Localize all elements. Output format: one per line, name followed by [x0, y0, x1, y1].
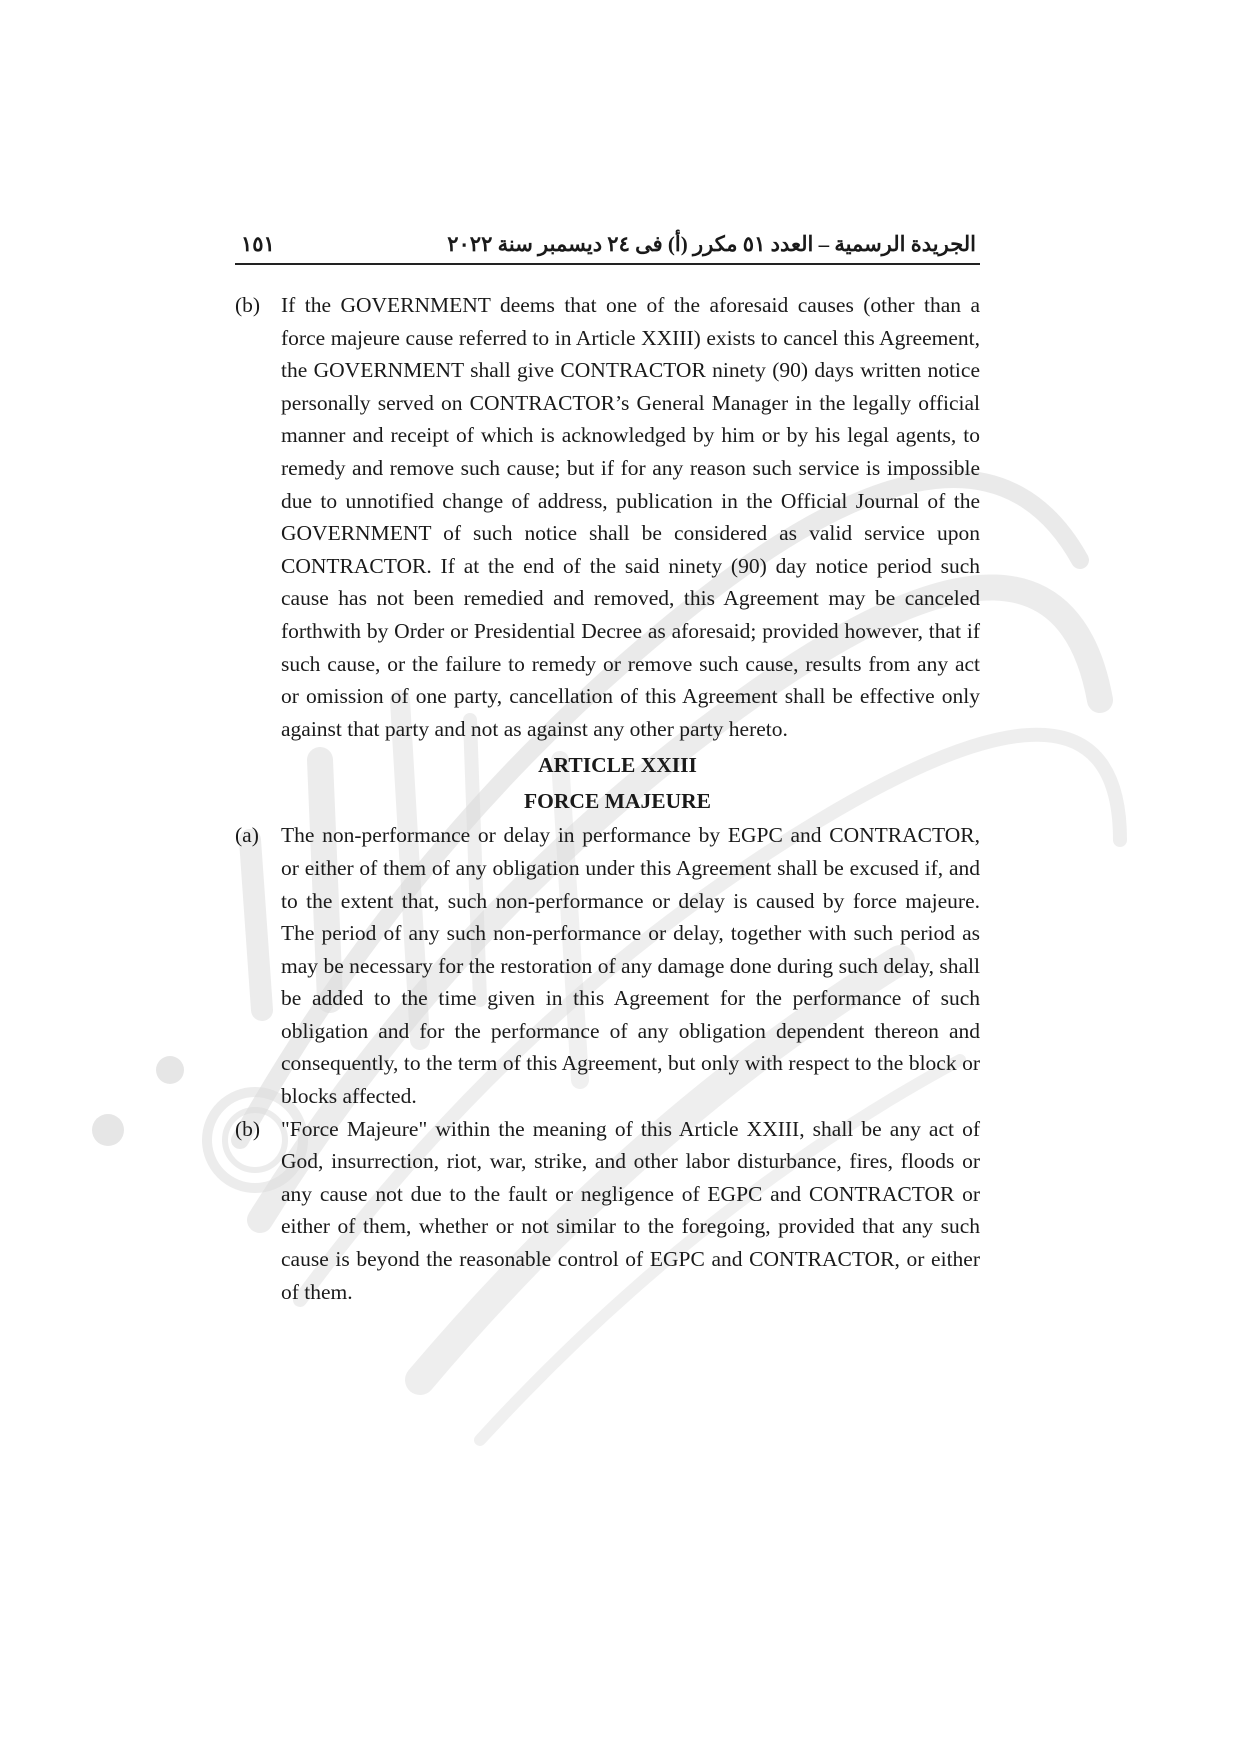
article-title: FORCE MAJEURE: [524, 789, 711, 814]
paragraph-text: "Force Majeure" within the meaning of this Article XXIII, shall be any act of God, insurrection, riot, war, strike, and other labor disturbance, fires, floods or any cause not due to the fault or negligence of EGPC and CONTRACTOR or either of them, whether or not similar to the foregoing, provided that any such cause is beyond the reasonable control of EGPC and CONTRACTOR, or either of them.: [281, 1116, 980, 1304]
paragraph-label: (a): [235, 823, 259, 848]
paragraph-text: The non-performance or delay in performance by EGPC and CONTRACTOR, or either of them of any obligation under this Agreement shall be excused if, and to the extent that, such non-performance or delay is caused by force majeure. The period of any such non-performance or delay, together with such period as may be necessary for the restoration of any damage done during such delay, shall be added to the time given in this Agreement for the performance of such obligation and for the performance of any obligation dependent thereon and consequently, to the term of this Agreement, but only with respect to the block or blocks affected.: [281, 823, 980, 1109]
paragraph-b-definition: [235, 1113, 980, 1309]
paragraph-text: If the GOVERNMENT deems that one of the aforesaid causes (other than a force majeure cause referred to in Article XXIII) exists to cancel this Agreement, the GOVERNMENT shall give CONTRACTOR ninety (90) days written notice personally served on CONTRACTOR’s General Manager in the legally official manner and receipt of which is acknowledged by him or by his legal agents, to remedy and remove such cause; but if for any reason such service is impossible due to unnotified change of address, publication in the Official Journal of the GOVERNMENT of such notice shall be considered as valid service upon CONTRACTOR. If at the end of the said ninety (90) day notice period such cause has not been remedied and removed, this Agreement may be canceled forthwith by Order or Presidential Decree as aforesaid; provided however, that if such cause, or the failure to remedy or remove such cause, results from any act or omission of one party, cancellation of this Agreement shall be effective only against that party and not as against any other party hereto.: [281, 293, 980, 741]
gazette-header: [235, 225, 980, 265]
document-body: [235, 289, 980, 1308]
paragraph-label: (b): [235, 293, 261, 317]
article-number: ARTICLE XXIII: [538, 753, 697, 778]
page-number: ١٥١: [241, 232, 275, 256]
paragraph-b-cancellation: [235, 289, 980, 745]
gazette-title: الجريدة الرسمية – العدد ٥١ مكرر (أ) فى ٢٤ ديسمبر سنة ٢٠٢٢: [447, 232, 976, 256]
document-page: [235, 225, 980, 1308]
paragraph-label: (b): [235, 1116, 261, 1141]
paragraph-a-force-majeure: [235, 819, 980, 1112]
